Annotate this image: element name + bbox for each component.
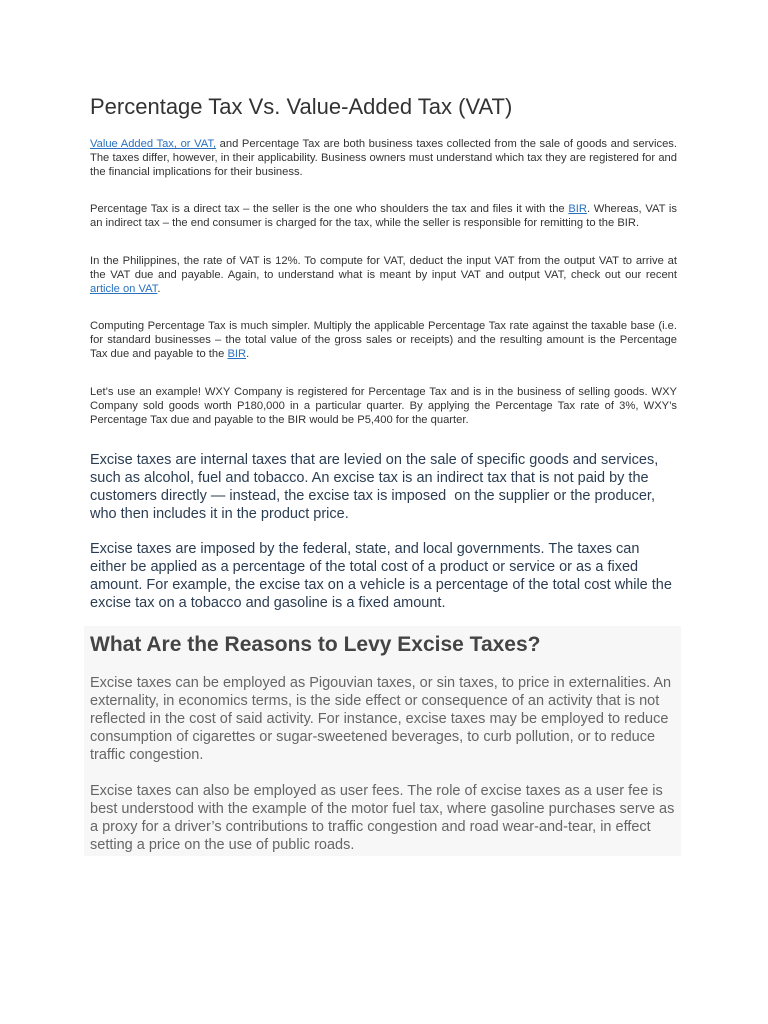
paragraph-text: . Whereas, VAT is an indirect tax – the end consumer is charged for the tax, while the seller is responsible for remitting to the BIR. <box>90 203 677 229</box>
value-added-tax-link[interactable]: Value Added Tax, or VAT, <box>90 138 217 150</box>
pigouvian-tax-paragraph: Excise taxes can be employed as Pigouvian taxes, or sin taxes, to price in externalities. An externality, in economics terms, is the side effect or consequence of an activity that is not reflected in the cost of said activity. For instance, excise taxes may be employed to reduce consumption of cigarettes or sugar-sweetened beverages, to curb pollution, or to reduce traffic congestion. <box>90 675 672 763</box>
user-fees-paragraph: Excise taxes can also be employed as user fees. The role of excise taxes as a user fee is best understood with the example of the motor fuel tax, where gasoline purchases serve as a proxy for a driver’s contributions to traffic congestion and road wear-and-tear, in effect setting a price on the use of public roads. <box>90 783 675 853</box>
percentage-tax-paragraph <box>90 202 677 230</box>
paragraph-text: and Percentage Tax are both business taxes collected from the sale of goods and services. The taxes differ, however, in their applicability. Business owners must understand which tax they are registered for and the financial implications for their business. <box>90 138 677 178</box>
page-title: Percentage Tax Vs. Value-Added Tax (VAT) <box>90 94 513 119</box>
article-on-vat-link[interactable]: article on VAT <box>90 283 158 295</box>
paragraph-text: . <box>246 348 250 360</box>
paragraph-text: . <box>157 283 161 295</box>
bir-link[interactable]: BIR <box>568 203 587 215</box>
paragraph-text: Computing Percentage Tax is much simpler. Multiply the applicable Percentage Tax rate against the taxable base (i.e. for standard businesses – the total value of the gross sales or receipts) and the resulting amount is the Percentage Tax due and payable to the <box>90 320 677 360</box>
example-paragraph: Let’s use an example! WXY Company is registered for Percentage Tax and is in the business of selling goods. WXY Company sold goods worth P180,000 in a particular quarter. By applying the Percentage Tax rate of 3%, WXY’s Percentage Tax due and payable to the BIR would be P5,400 for the quarter. <box>90 386 677 426</box>
vat-rate-paragraph <box>90 254 677 296</box>
computing-percentage-tax-paragraph <box>90 319 677 361</box>
reasons-section <box>84 626 681 856</box>
paragraph-text: In the Philippines, the rate of VAT is 12%. To compute for VAT, deduct the input VAT from the output VAT to arrive at the VAT due and payable. Again, to understand what is meant by input VAT and output VAT, check out our recent <box>90 255 677 281</box>
bir-link[interactable]: BIR <box>227 348 247 360</box>
vat-intro-paragraph <box>90 137 677 179</box>
excise-definition-paragraph: Excise taxes are internal taxes that are levied on the sale of specific goods and services, such as alcohol, fuel and tobacco. An excise tax is an indirect tax that is not paid by the customers directly — instead, the excise tax is imposed on the supplier or the producer, who then includes it in the product price. <box>90 452 663 522</box>
paragraph-text: Percentage Tax is a direct tax – the seller is the one who shoulders the tax and files it with the <box>90 203 569 215</box>
excise-imposition-paragraph: Excise taxes are imposed by the federal, state, and local governments. The taxes can either be applied as a percentage of the total cost of a product or service or as a fixed amount. For example, the excise tax on a vehicle is a percentage of the total cost while the excise tax on a tobacco and gasoline is a fixed amount. <box>90 541 676 611</box>
reasons-heading: What Are the Reasons to Levy Excise Taxes? <box>90 633 541 656</box>
